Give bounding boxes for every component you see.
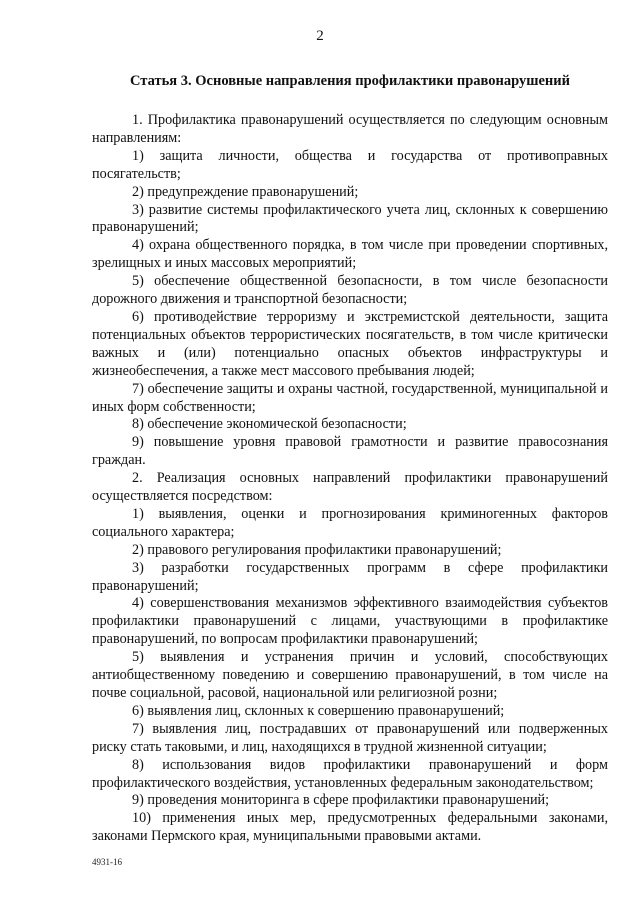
list-item: 1) выявления, оценки и прогнозирования криминогенных факторов социального характера; [92, 505, 608, 540]
list-item: 7) обеспечение защиты и охраны частной, государственной, муниципальной и иных форм собственности; [92, 380, 608, 415]
list-item: 7) выявления лиц, пострадавших от правонарушений или подверженных риску стать таковыми, и лиц, находящихся в трудной жизненной ситуации; [92, 720, 608, 755]
list-item: 9) проведения мониторинга в сфере профилактики правонарушений; [132, 792, 550, 809]
list-item: 4) охрана общественного порядка, в том числе при проведении спортивных, зрелищных и иных массовых мероприятий; [92, 237, 608, 272]
page-number: 2 [316, 28, 324, 44]
paragraph-1: 1. Профилактика правонарушений осуществляется по следующим основным направлениям: [92, 112, 608, 146]
list-item: 2) правового регулирования профилактики правонарушений; [132, 541, 502, 558]
document-body [92, 112, 608, 846]
list-item: 8) использования видов профилактики правонарушений и форм профилактического воздействия, установленных федеральным законодательством; [92, 756, 608, 791]
list-item: 6) противодействие терроризму и экстремистской деятельности, защита потенциальных объектов террористических посягательств, в том числе критически важных и (или) потенциально опасных объектов инфраструктуры и жизнеобеспечения, а также мест массового пребывания людей; [92, 308, 608, 379]
document-code: 4931-16 [92, 857, 122, 867]
list-item: 6) выявления лиц, склонных к совершению правонарушений; [132, 702, 505, 719]
list-item: 2) предупреждение правонарушений; [132, 183, 359, 200]
list-item: 3) разработки государственных программ в сфере профилактики правонарушений; [92, 559, 608, 594]
list-item: 8) обеспечение экономической безопасности; [132, 416, 407, 433]
list-item: 10) применения иных мер, предусмотренных федеральными законами, законами Пермского края, муниципальными правовыми актами. [92, 810, 608, 845]
paragraph-2: 2. Реализация основных направлений профилактики правонарушений осуществляется посредством: [92, 470, 608, 505]
list-item: 3) развитие системы профилактического учета лиц, склонных к совершению правонарушений; [92, 201, 608, 236]
list-item: 9) повышение уровня правовой грамотности и развитие правосознания граждан. [92, 434, 608, 469]
list-item: 4) совершенствования механизмов эффективного взаимодействия субъектов профилактики правонарушений с лицами, участвующими в профилактике правонарушений, по вопросам профилактики правонарушений; [92, 595, 608, 648]
list-item: 5) выявления и устранения причин и условий, способствующих антиобщественному поведению и совершению правонарушений, в том числе на почве социальной, расовой, национальной или религиозной розни; [92, 649, 608, 701]
list-item: 5) обеспечение общественной безопасности, в том числе безопасности дорожного движения и транспортной безопасности; [92, 273, 608, 308]
article-title: Статья 3. Основные направления профилактики правонарушений [130, 73, 570, 89]
list-item: 1) защита личности, общества и государства от противоправных посягательств; [92, 147, 608, 182]
